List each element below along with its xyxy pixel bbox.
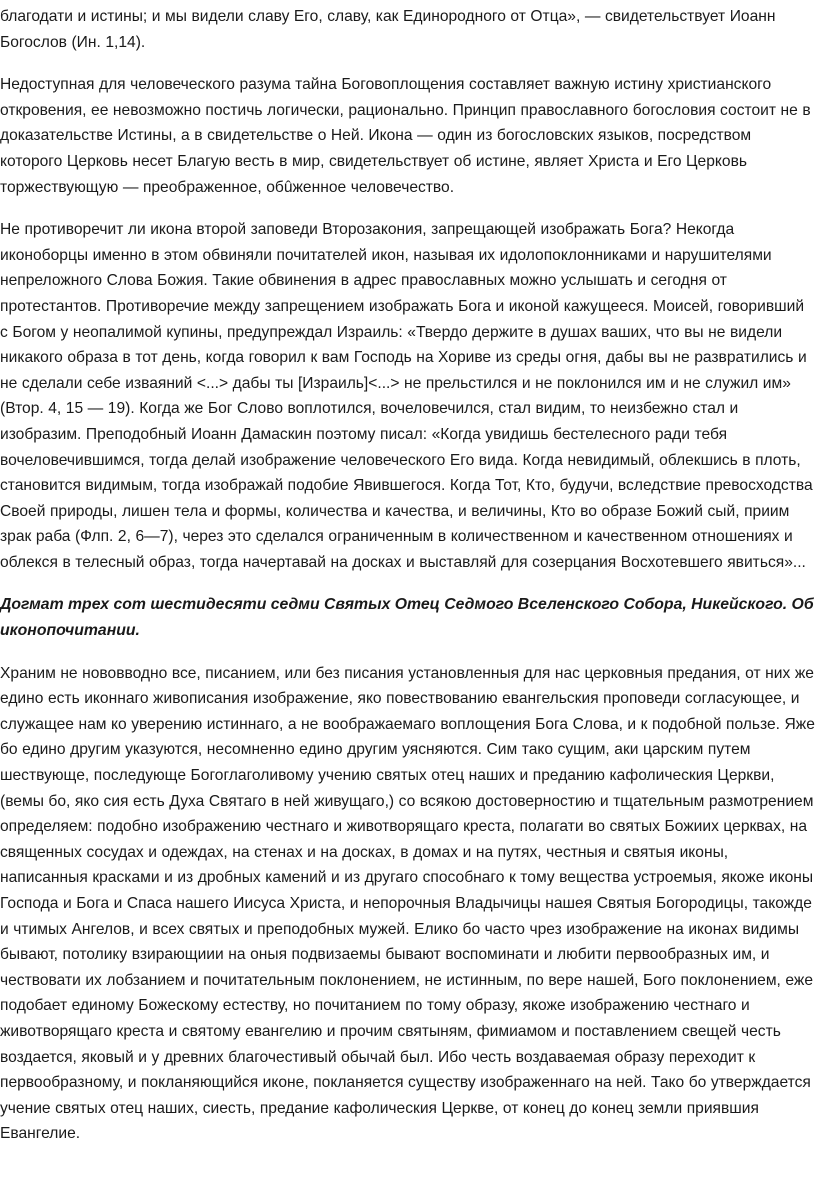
- paragraph-4: Храним не нововводно все, писанием, или без писания установленныя для нас церковныя предания, от них же едино есть иконнаго живописания изображение, яко повествованию евангельския проповеди согласующее, и служащее нам ко уверению истиннаго, а не воображаемаго воплощения Бога Слова, и к подобной пользе. Яже бо едино другим указуются, несомненно едино другим уясняются. Сим тако сущим, аки царским путем шествующе, последующе Богоглаголивому учению святых отец наших и преданию кафолическия Церкви, (вемы бо, яко сия есть Духа Святаго в ней живущаго,) со всякою достоверностию и тщательным размотрением определяем: подобно изображению честнаго и животворящаго креста, полагати во святых Божиих церквах, на священных сосудах и одеждах, на стенах и на досках, в домах и на путях, честныя и святыя иконы, написанныя красками и из дробных камений и из другаго способнаго к тому вещества устроемыя, якоже иконы Господа и Бога и Спаса нашего Иисуса Христа, и непорочныя Владычицы нашея Святыя Богородицы, такожде и чтимых Ангелов, и всех святых и преподобных мужей. Елико бо часто чрез изображение на иконах видимы бывают, потолику взирающиии на оныя подвизаемы бывают воспоминати и любити первообразных им, и чествовати их лобзанием и почитательным поклонением, не истинным, по вере нашей, Бого поклонением, еже подобает единому Божескому естеству, но почитанием по тому образу, якоже изображению честнаго и животворящаго креста и святому евангелию и прочим святыням, фимиамом и поставлением свещей честь воздается, яковый и у древних благочестивый обычай был. Ибо честь воздаваемая образу переходит к первообразному, и покланяющийся иконе, покланяется существу изображеннаго на ней. Тако бо утверждается учение святых отец наших, сиесть, предание кафолическия Церкве, от конец до конец земли приявшия Евангелие.: [0, 664, 815, 1143]
- paragraph-1: благодати и истины; и мы видели славу Его, славу, как Единородного от Отца», — свидетельствует Иоанн Богослов (Ин. 1,14).: [0, 8, 776, 51]
- paragraph-3: Не противоречит ли икона второй заповеди Второзакония, запрещающей изображать Бога? Некогда иконоборцы именно в этом обвиняли почитателей икон, называя их идолопоклонниками и нарушителями непреложного Слова Божия. Такие обвинения в адрес православных можно услышать и сегодня от протестантов. Противоречие между запрещением изображать Бога и иконой кажущееся. Моисей, говоривший с Богом у неопалимой купины, предупреждал Израиль: «Твердо держите в душах ваших, что вы не видели никакого образа в тот день, когда говорил к вам Господь на Хориве из среды огня, дабы вы не развратились и не сделали себе изваяний <...> дабы ты [Израиль]<...> не прельстился и не поклонился им и не служил им» (Втор. 4, 15 — 19). Когда же Бог Слово воплотился, вочеловечился, стал видим, то неизбежно стал и изобразим. Преподобный Иоанн Дамаскин поэтому писал: «Когда увидишь бестелесного ради тебя вочеловечившимся, тогда делай изображение человеческого Его вида. Когда невидимый, облекшись в плоть, становится видимым, тогда изображай подобие Явившегося. Когда Тот, Кто, будучи, вследствие превосходства Своей природы, лишен тела и формы, количества и качества, и величины, Кто во образе Божий сый, приим зрак раба (Флп. 2, 6—7), через это сделался ограниченным в количественном и качественном отношениях и облекся в телесный образ, тогда начертавай на досках и выставляй для созерцания Восхотевшего явиться»...: [0, 221, 813, 571]
- paragraph-2: Недоступная для человеческого разума тайна Боговоплощения составляет важную истину христианского откровения, ее невозможно постичь логически, рационально. Принцип православного богословия состоит не в доказательстве Истины, а в свидетельстве о Ней. Икона — один из богословских языков, посредством которого Церковь несет Благую весть в мир, свидетельствует об истине, являет Христа и Его Церковь торжествующую — преображенное, обûженное человечество.: [0, 76, 811, 196]
- section-heading: Догмат трех сот шестидесяти седми Святых Отец Седмого Вселенского Собора, Никейского. Об иконопочитании.: [0, 596, 814, 640]
